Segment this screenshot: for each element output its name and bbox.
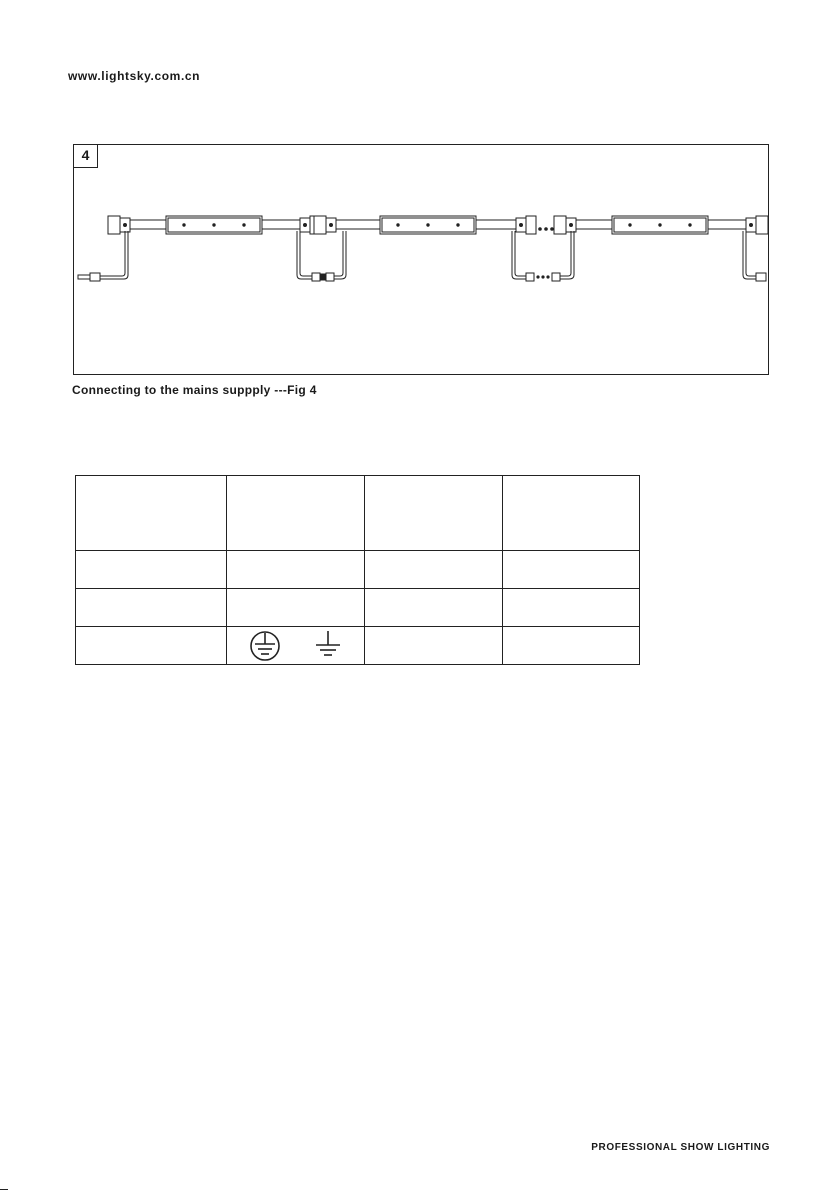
footer-brand: PROFESSIONAL SHOW LIGHTING <box>591 1142 770 1153</box>
table-cell <box>365 589 503 627</box>
table-cell <box>365 551 503 589</box>
table-header-cell <box>503 476 640 551</box>
figure-frame <box>73 144 769 375</box>
site-url: www.lightsky.com.cn <box>68 69 201 83</box>
led-bar-fixture-1 <box>108 216 322 234</box>
table-cell <box>76 627 227 665</box>
protective-earth-icon <box>251 632 279 660</box>
table-header-cell <box>76 476 227 551</box>
table-row <box>76 551 640 589</box>
link-cable-1-2 <box>297 231 346 281</box>
table-row <box>76 627 640 665</box>
figure-number: 4 <box>73 144 98 168</box>
figure-caption: Connecting to the mains suppply ---Fig 4 <box>72 383 317 397</box>
link-cable-2-3 <box>512 231 574 281</box>
wiring-spec-table <box>75 475 640 665</box>
fixture-connection-diagram <box>74 145 770 376</box>
earth-ground-icon <box>316 631 340 655</box>
led-bar-fixture-2 <box>314 216 536 234</box>
ground-symbols-cell <box>227 627 365 665</box>
table-cell <box>76 589 227 627</box>
page-edge-mark <box>0 1189 8 1190</box>
led-bar-fixture-3 <box>554 216 768 234</box>
table-cell <box>365 627 503 665</box>
table-cell <box>227 551 365 589</box>
table-cell <box>76 551 227 589</box>
table-cell <box>227 589 365 627</box>
end-cable <box>743 231 766 281</box>
table-cell <box>503 551 640 589</box>
table-header-row <box>76 476 640 551</box>
table-row <box>76 589 640 627</box>
table-header-cell <box>365 476 503 551</box>
table-cell <box>503 627 640 665</box>
mains-input-cable <box>78 231 128 281</box>
table-cell <box>503 589 640 627</box>
chain-dots-top <box>538 227 554 231</box>
table-header-cell <box>227 476 365 551</box>
